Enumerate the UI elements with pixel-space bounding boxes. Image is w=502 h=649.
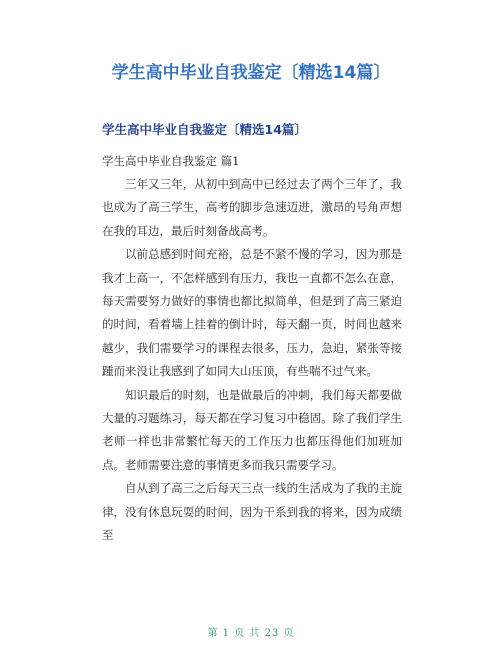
document-body — [102, 151, 402, 548]
document-title: 学生高中毕业自我鉴定〔精选14篇〕 — [111, 63, 391, 83]
paragraph-2: 以前总感到时间充裕，总是不紧不慢的学习，因为那是我才上高一，不怎样感到有压力，我也一直都不怎么在意，每天需要努力做好的事情也都比拟简单，但是到了高三紧迫的时间，看着墙上挂着的倒计时，每天翻一页，时间也越来越少，我们需要学习的课程去很多，压力，急迫，紧张等接踵而来没让我感到了如同大山压顶，有些喘不过气来。 — [102, 247, 402, 379]
section-heading: 学生高中毕业自我鉴定〔精选14篇〕 — [102, 122, 307, 137]
paragraph-3: 知识最后的时刻，也是做最后的冲刺，我们每天都要做大量的习题练习，每天都在学习复习中稳固。除了我们学生老师一样也非常繁忙每天的工作压力也都压得他们加班加点。老师需要注意的事情更多而我只需要学习。 — [102, 387, 402, 472]
page-number-footer: 第 1 页 共 23 页 — [207, 628, 295, 639]
sub-heading: 学生高中毕业自我鉴定 篇1 — [102, 154, 240, 168]
paragraph-4: 自从到了高三之后每天三点一线的生活成为了我的主旋律，没有休息玩耍的时间，因为干系到我的将来，因为成绩至 — [102, 481, 402, 543]
paragraph-1: 三年又三年，从初中到高中已经过去了两个三年了，我也成为了高三学生，高考的脚步急速迈进，激昂的号角声想在我的耳边，最后时刻备战高考。 — [102, 177, 402, 238]
